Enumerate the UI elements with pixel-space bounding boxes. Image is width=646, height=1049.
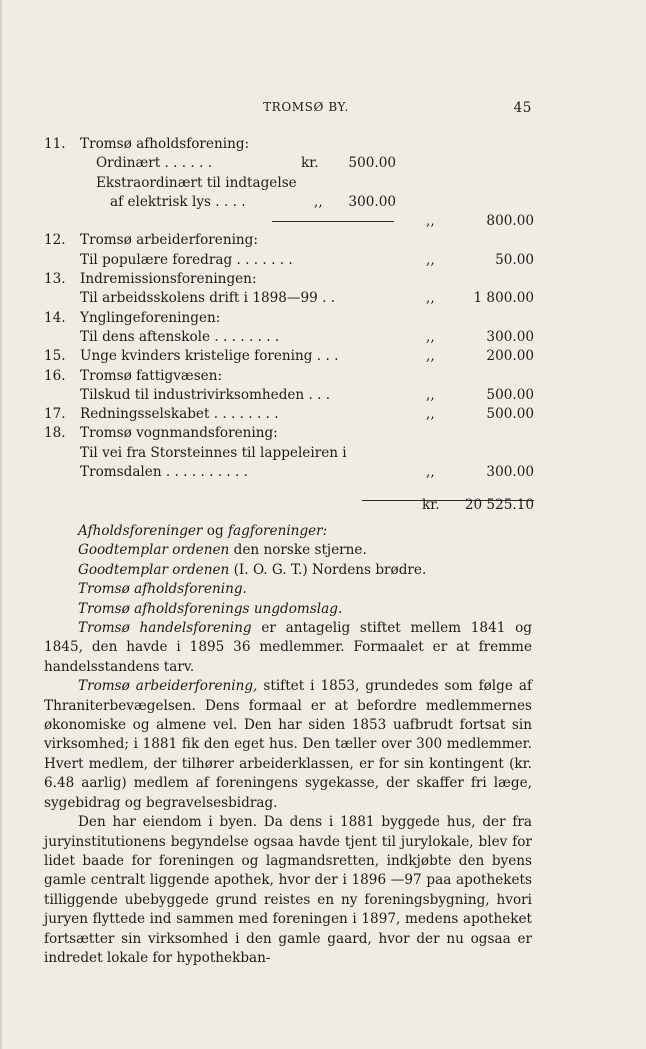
page-edge <box>0 0 3 1049</box>
entry-number: 13. <box>44 271 66 288</box>
entry-number: 11. <box>44 136 66 152</box>
ditto-mark: ,, <box>426 251 435 268</box>
organization-line <box>44 541 532 560</box>
ledger-row <box>44 444 534 463</box>
heading-italic: Afholdsforeninger <box>78 523 203 539</box>
entry-text: Unge kvinders kristelige forening . . . <box>80 348 339 365</box>
ditto-mark: ,, <box>426 328 435 345</box>
subtotal-ditto-mark: ,, <box>314 193 323 210</box>
paragraph-subject: Tromsø arbeiderforening, <box>78 678 258 695</box>
ledger-row <box>44 386 534 405</box>
entry-text: Tilskud til industrivirksomheden . . . <box>80 386 331 403</box>
ledger-row <box>44 405 534 424</box>
organization-line <box>44 600 532 619</box>
ledger-row <box>44 270 534 289</box>
ledger-row <box>44 289 534 308</box>
subtotal-currency: kr. <box>301 155 319 172</box>
organization-name: Tromsø afholdsforening. <box>78 581 247 598</box>
heading-italic: fagforeninger: <box>227 523 328 539</box>
ledger-row <box>44 309 534 328</box>
section-heading <box>44 522 532 541</box>
ditto-mark: ,, <box>426 464 435 481</box>
ledger-row <box>44 424 534 443</box>
entry-text: Til arbeidsskolens drift i 1898—99 . . <box>80 290 336 307</box>
ledger-row <box>44 367 534 386</box>
total-rule <box>362 500 534 501</box>
running-title: TROMSØ BY. <box>263 100 349 114</box>
entry-number: 18. <box>44 425 66 442</box>
organization-name: Goodtemplar ordenen <box>78 542 230 559</box>
organization-line <box>44 561 532 580</box>
entry-amount: 50.00 <box>495 251 534 268</box>
organization-name: Goodtemplar ordenen <box>78 561 230 578</box>
ledger-row <box>44 212 534 231</box>
page-number: 45 <box>513 100 532 116</box>
ledger-row <box>44 154 534 173</box>
page-header <box>80 100 532 120</box>
ledger-row <box>44 251 534 270</box>
ledger-row <box>44 193 534 212</box>
entry-text: Tromsø arbeiderforening: <box>80 232 258 249</box>
total-currency: kr. <box>422 497 440 514</box>
entry-amount: 500.00 <box>486 386 534 403</box>
ledger-row <box>44 231 534 250</box>
entry-text: Ordinært . . . . . . <box>96 155 213 172</box>
entry-text: Tromsdalen . . . . . . . . . . <box>80 464 248 481</box>
ledger-row <box>44 463 534 482</box>
ledger-row <box>44 328 534 347</box>
organization-name: Tromsø afholdsforenings ungdomslag. <box>78 600 343 617</box>
entry-text: Til dens aftenskole . . . . . . . . <box>80 328 280 345</box>
organization-line <box>44 580 532 599</box>
entry-amount: 300.00 <box>486 328 534 345</box>
ledger-row <box>44 347 534 366</box>
heading-conjunction: og <box>206 523 224 539</box>
entry-number: 17. <box>44 406 66 423</box>
entry-amount: 1 800.00 <box>473 290 534 307</box>
organization-lodge: (I. O. G. T.) Nordens brødre. <box>233 561 427 578</box>
entry-text: Til populære foredrag . . . . . . . <box>80 251 293 268</box>
ditto-mark: ,, <box>426 348 435 365</box>
subtotal-amount: 300.00 <box>348 193 396 210</box>
entry-text: af elektrisk lys . . . . <box>110 193 246 210</box>
entry-amount: 200.00 <box>486 348 534 365</box>
ditto-mark: ,, <box>426 386 435 403</box>
entry-number: 15. <box>44 348 66 365</box>
body-text <box>44 522 532 968</box>
ditto-mark: ,, <box>426 290 435 307</box>
entry-text: Ynglingeforeningen: <box>80 309 221 326</box>
paragraph-subject: Tromsø handelsforening <box>78 620 252 637</box>
ledger-row <box>44 135 534 154</box>
subtotal-amount: 500.00 <box>348 155 396 172</box>
subtotal-rule <box>272 221 394 222</box>
entry-amount: 800.00 <box>486 213 534 230</box>
organization-lodge: den norske stjerne. <box>233 542 367 559</box>
entry-text: Tromsø fattigvæsen: <box>80 367 223 384</box>
entry-text: Ekstraordinært til indtagelse <box>96 174 297 191</box>
ditto-mark: ,, <box>426 406 435 423</box>
paragraph-property: Den har eiendom i byen. Da dens i 1881 byggede hus, der fra juryinstitutionens begyndelse ogsaa havde tjent til jurylokale, blev for lidet baade for foreningen og lagmandsretten, indkjøbte den byens gamle centralt liggende apothek, hvor der i 1896 —97 paa apothekets tilliggende ubebyggede grund reistes en ny foreningsbygning, hvori juryen flyttede ind sammen med foreningen i 1897, medens apotheket fortsætter sin virksomhed i den gamle gaard, hvor der nu ogsaa er indredet lokale for hypothekban- <box>44 814 532 966</box>
entry-number: 16. <box>44 367 66 384</box>
entry-text: Tromsø afholdsforening: <box>80 136 250 152</box>
entry-text: Redningsselskabet . . . . . . . . <box>80 406 279 423</box>
entry-amount: 500.00 <box>486 406 534 423</box>
entry-number: 12. <box>44 232 66 249</box>
entry-text: Indremissionsforeningen: <box>80 271 257 288</box>
paragraph-body: er antagelig stiftet mellem 1841 og 1845, den havde i 1895 36 medlemmer. Formaalet er at fremme handelsstandens tarv. <box>44 620 532 675</box>
total-amount: 20 525.10 <box>464 497 534 514</box>
paragraph-body: stiftet i 1853, grundedes som følge af Thraniterbevægelsen. Dens formaal er at befordre medlemmernes økonomiske og almene vel. Den har siden 1853 uafbrudt fortsat sin virksomhed; i 1881 fik den eget hus. Den tæller over 300 medlemmer. Hvert medlem, der tilhører arbeiderklassen, er for sin kontingent (kr. 6.48 aarlig) medlem af foreningens sygekasse, der skaffer fri læge, sygebidrag og begravelsesbidrag. <box>44 678 533 811</box>
entry-text: Tromsø vognmandsforening: <box>80 425 278 442</box>
paragraph-arbeiderforening <box>44 677 532 813</box>
ditto-mark: ,, <box>426 213 435 230</box>
entry-amount: 300.00 <box>486 464 534 481</box>
paragraph-handelsforening <box>44 619 532 677</box>
ledger-row <box>44 174 534 193</box>
grant-ledger <box>44 135 534 516</box>
entry-number: 14. <box>44 309 66 326</box>
entry-text: Til vei fra Storsteinnes til lappeleiren i <box>80 444 347 461</box>
